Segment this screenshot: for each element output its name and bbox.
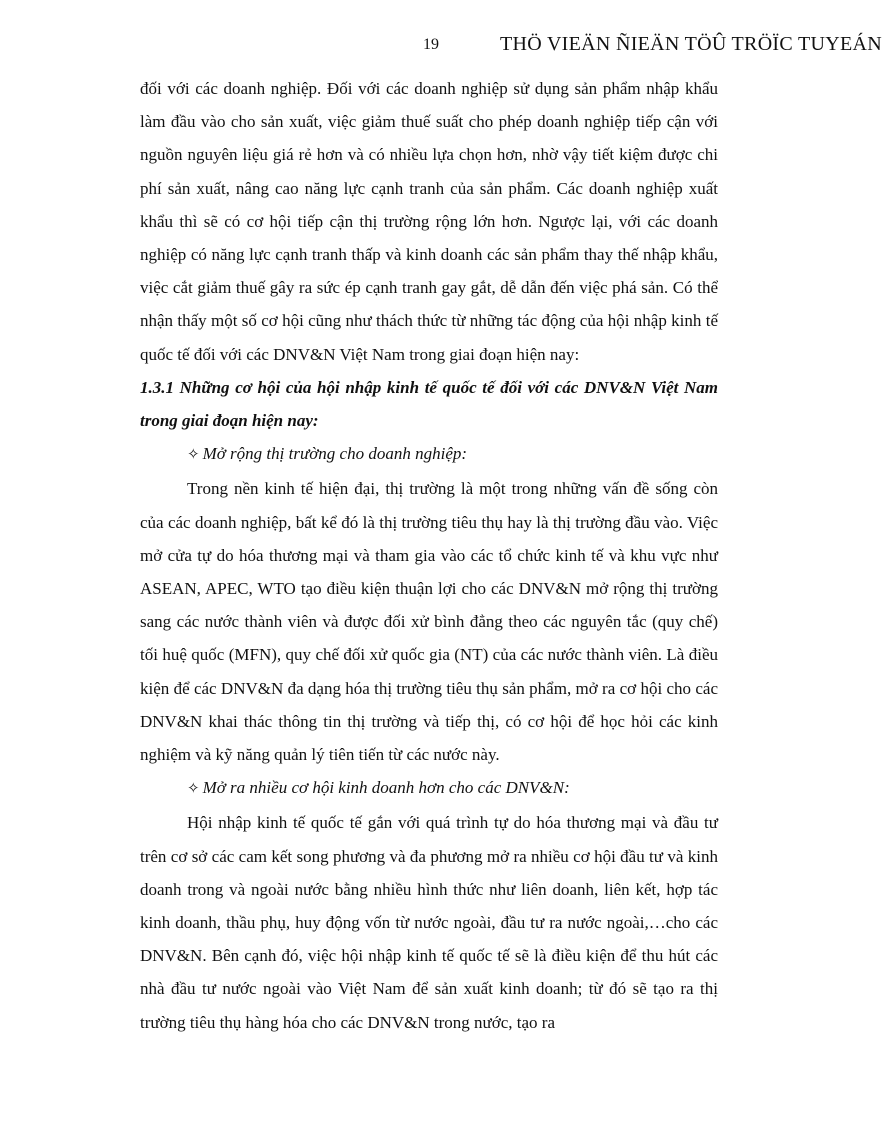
paragraph-market: Trong nền kinh tế hiện đại, thị trường là một trong những vấn đề sống còn của các doanh nghiệp, bất kể đó là thị trường tiêu thụ hay là thị trường đầu vào. Việc mở cửa tự do hóa thương mại và tham gia vào các tổ chức kinh tế và khu vực như ASEAN, APEC, WTO tạo điều kiện thuận lợi cho các DNV&N mở rộng thị trường sang các nước thành viên và được đối xử bình đẳng theo các nguyên tắc (quy chế) tối huệ quốc (MFN), quy chế đối xử quốc gia (NT) của các nước thành viên. Là điều kiện để các DNV&N đa dạng hóa thị trường tiêu thụ sản phẩm, mở ra cơ hội cho các DNV&N khai thác thông tin thị trường và tiếp thị, có cơ hội để học hỏi các kinh nghiệm và kỹ năng quản lý tiên tiến từ các nước này. [140,479,718,765]
bullet-expand-market [140,437,718,472]
diamond-bullet-icon: ✧ [187,781,200,798]
bullet-label: Mở rộng thị trường cho doanh nghiệp: [202,444,468,464]
paragraph-intro: đối với các doanh nghiệp. Đối với các doanh nghiệp sử dụng sản phẩm nhập khẩu làm đầu vào cho sản xuất, việc giảm thuế suất cho phép doanh nghiệp tiếp cận với nguồn nguyên liệu giá rẻ hơn và có nhiều lựa chọn hơn, nhờ vậy tiết kiệm được chi phí sản xuất, nâng cao năng lực cạnh tranh của sản phẩm. Các doanh nghiệp xuất khẩu thì sẽ có cơ hội tiếp cận thị trường rộng lớn hơn. Ngược lại, với các doanh nghiệp có năng lực cạnh tranh thấp và kinh doanh các sản phẩm thay thế nhập khẩu, việc cắt giảm thuế gây ra sức ép cạnh tranh gay gắt, dễ dẫn đến việc phá sản. Có thể nhận thấy một số cơ hội cũng như thách thức từ những tác động của hội nhập kinh tế quốc tế đối với các DNV&N Việt Nam trong giai đoạn hiện nay: [140,79,718,364]
bullet-label: Mở ra nhiều cơ hội kinh doanh hơn cho các DNV&N: [202,778,570,798]
document-body [140,72,718,1039]
page-number: 19 [423,36,439,53]
bullet-business-opportunities [140,771,718,806]
paragraph-opportunities: Hội nhập kinh tế quốc tế gắn với quá trình tự do hóa thương mại và đầu tư trên cơ sở các cam kết song phương và đa phương mở ra nhiều cơ hội đầu tư và kinh doanh trong và ngoài nước bằng nhiều hình thức như liên doanh, liên kết, hợp tác kinh doanh, thầu phụ, huy động vốn từ nước ngoài, đầu tư ra nước ngoài,…cho các DNV&N. Bên cạnh đó, việc hội nhập kinh tế quốc tế sẽ là điều kiện để thu hút các nhà đầu tư nước ngoài vào Việt Nam để sản xuất kinh doanh; từ đó sẽ tạo ra thị trường tiêu thụ hàng hóa cho các DNV&N trong nước, tạo ra [140,813,718,1032]
section-heading: 1.3.1 Những cơ hội của hội nhập kinh tế quốc tế đối với các DNV&N Việt Nam trong giai đoạn hiện nay: [140,377,718,431]
diamond-bullet-icon: ✧ [187,447,200,464]
header-title: THÖ VIEÄN ÑIEÄN TÖÛ TRÖÏC TUYEÁN [500,33,882,55]
